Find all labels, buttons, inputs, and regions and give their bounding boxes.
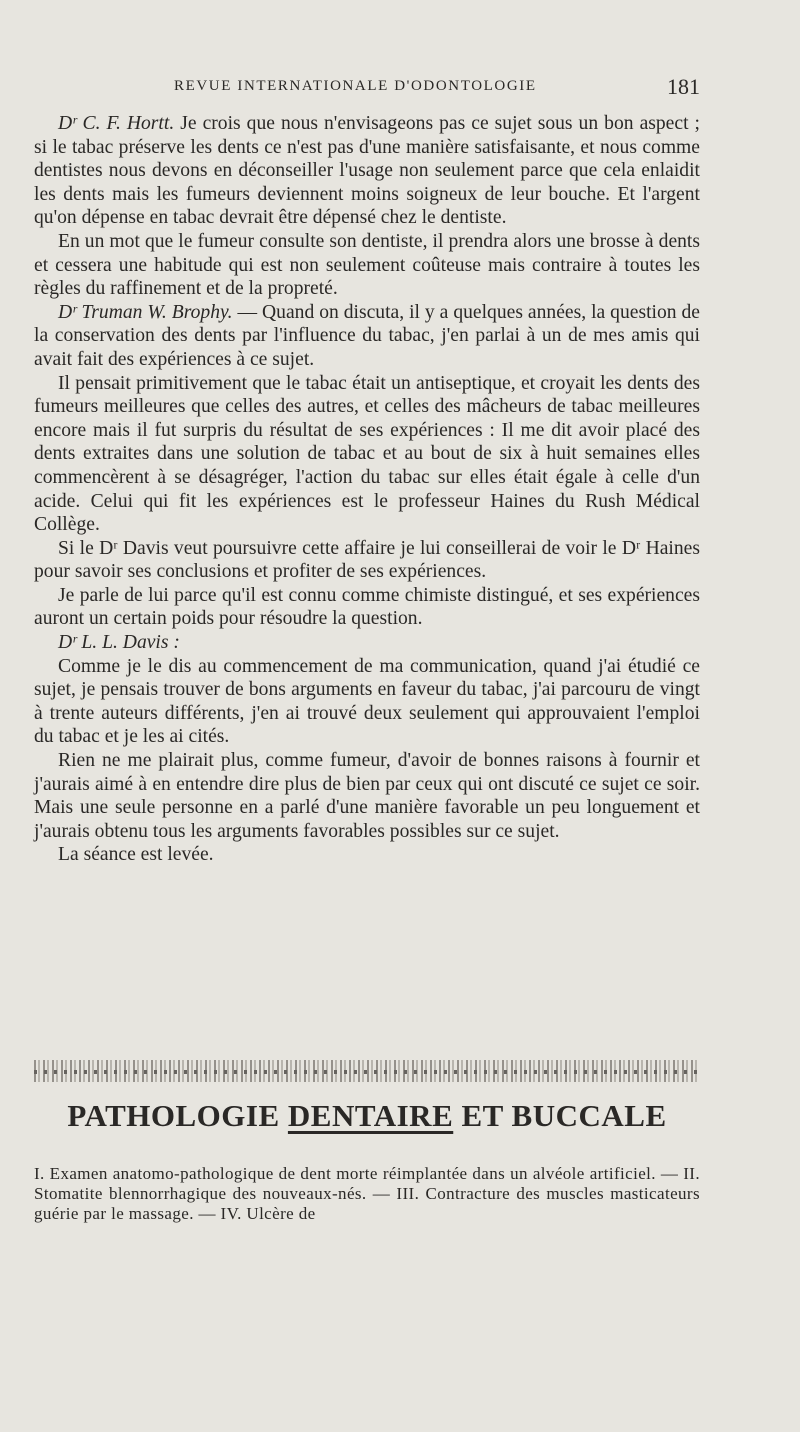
page-number: 181 xyxy=(667,74,700,99)
paragraph xyxy=(34,843,700,867)
paragraph xyxy=(34,301,700,372)
section-summary: I. Examen anatomo-pathologique de dent morte réimplantée dans un alvéole artificiel. — II. Stomatite blennorrhagique des nouveaux-nés. — III. Contracture des muscles masticateurs guérie par le massage. — IV. Ulcère de xyxy=(34,1164,700,1223)
paragraph-text: — Quand on discuta, il y a quelques années, la question de la conservation des dents par l'influence du tabac, j'en parlai à un de mes amis qui avait fait des expériences à ce sujet. xyxy=(34,301,701,370)
speaker-name: Dʳ L. L. Davis : xyxy=(58,632,180,654)
paragraph xyxy=(34,112,700,230)
ornamental-separator xyxy=(34,1060,700,1082)
paragraph xyxy=(34,655,700,749)
paragraph xyxy=(34,372,700,537)
running-title: REVUE INTERNATIONALE D'ODONTOLOGIE xyxy=(174,78,537,94)
paragraph-text: Comme je le dis au commencement de ma communication, quand j'ai étudié ce sujet, je pensais trouver de bons arguments en faveur du tabac, j'ai parcouru de vingt à trente auteurs différents, j'en ai trouvé deux seulement qui approuvaient l'emploi du tabac et je les ai cités. xyxy=(34,655,700,748)
section-title-part: DENTAIRE xyxy=(287,1098,454,1133)
paragraph-text: Il pensait primitivement que le tabac était un antiseptique, et croyait les dents des fumeurs meilleures que celles des autres, et celles des mâcheurs de tabac meilleures encore mais il fut surpris du résultat de ses expériences : Il me dit avoir placé des dents extraites dans une solution de tabac et au bout de six à huit semaines elles commencèrent à se désagréger, l'action du tabac sur elles était égale à celle d'un acide. Celui qui fit les expériences est le professeur Haines du Rush Médical Collège. xyxy=(34,372,700,536)
body-text xyxy=(34,112,700,867)
paragraph xyxy=(34,230,700,301)
paragraph-text: Je crois que nous n'envisageons pas ce sujet sous un bon aspect ; si le tabac préserve les dents ce n'est pas d'une manière satisfaisante, et nous comme dentistes nous devons en déconseiller l'usage non seulement parce que cela enlaidit les dents mais les fumeurs deviennent moins soigneux de leur bouche. Et l'argent qu'on dépense en tabac devrait être dépensé chez le dentiste. xyxy=(34,113,700,229)
paragraph xyxy=(34,584,700,631)
paragraph-text: La séance est levée. xyxy=(58,844,214,866)
page-header xyxy=(34,74,698,102)
section-title-part: ET BUCCALE xyxy=(453,1098,667,1133)
paragraph xyxy=(34,537,700,584)
paragraph-text: En un mot que le fumeur consulte son dentiste, il prendra alors une brosse à dents et cessera une habitude qui est non seulement coûteuse mais contraire à toutes les règles du raffinement et de la propreté. xyxy=(34,230,700,300)
speaker-name: Dʳ Truman W. Brophy. xyxy=(58,301,233,323)
paragraph-text: Si le Dʳ Davis veut poursuivre cette affaire je lui conseillerai de voir le Dʳ Haines pour savoir ses conclusions et profiter de ses expériences. xyxy=(34,537,700,583)
paragraph-text: Je parle de lui parce qu'il est connu comme chimiste distingué, et ses expériences auront un certain poids pour résoudre la question. xyxy=(34,584,700,630)
section-title xyxy=(34,1098,700,1134)
paragraph xyxy=(34,631,700,655)
speaker-name: Dʳ C. F. Hortt. xyxy=(58,113,175,134)
section-title-part: PATHOLOGIE xyxy=(67,1098,288,1133)
paragraph-text: Rien ne me plairait plus, comme fumeur, d'avoir de bonnes raisons à fournir et j'aurais aimé à en entendre dire plus de bien par ceux qui ont discuté ce sujet ce soir. Mais une seule personne en a parlé d'une manière favorable un peu longuement et j'aurais obtenu tous les arguments favorables possibles sur ce sujet. xyxy=(34,750,700,842)
paragraph xyxy=(34,749,700,843)
